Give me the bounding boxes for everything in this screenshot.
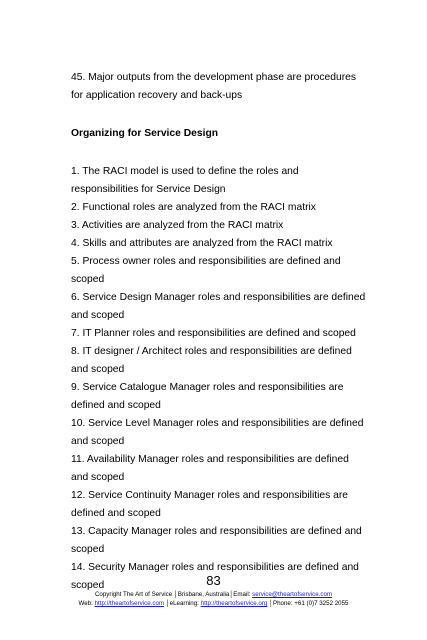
intro-line-2: for application recovery and back-ups — [71, 90, 243, 101]
list-item-line: and scoped — [71, 472, 125, 483]
spacer — [71, 143, 371, 163]
list-item — [71, 487, 371, 523]
list-item — [71, 253, 371, 289]
list-item-line: defined and scoped — [71, 508, 161, 519]
list-item-line: 12. Service Continuity Manager roles and responsibilities are — [71, 490, 349, 501]
list-item-line: 9. Service Catalogue Manager roles and responsibilities are — [71, 382, 344, 393]
list-item-line: and scoped — [71, 310, 125, 321]
list-item-line: 13. Capacity Manager roles and responsibilities are defined and — [71, 526, 362, 537]
web-label: Web: — [78, 600, 93, 607]
section-heading: Organizing for Service Design — [71, 128, 219, 139]
list-item-line: 1. The RACI model is used to define the roles and — [71, 166, 299, 177]
list-item-line: 2. Functional roles are analyzed from the RACI matrix — [71, 202, 316, 213]
email-link[interactable]: service@theartofservice.com — [252, 591, 333, 598]
footer-contact-line — [0, 599, 427, 608]
list-item — [71, 325, 371, 343]
list-item-line: and scoped — [71, 364, 125, 375]
list-item — [71, 217, 371, 235]
list-item-line: responsibilities for Service Design — [71, 184, 226, 195]
list-item-line: 3. Activities are analyzed from the RACI matrix — [71, 220, 284, 231]
list-item — [71, 343, 371, 379]
list-item-line: 6. Service Design Manager roles and responsibilities are defined — [71, 292, 366, 303]
list-item-line: 11. Availability Manager roles and responsibilities are defined — [71, 454, 349, 465]
page-number: 83 — [206, 573, 221, 588]
list-item — [71, 163, 371, 199]
elearning-link[interactable]: http://theartofservice.org — [200, 600, 268, 607]
elearning-label: │eLearning: — [165, 600, 199, 607]
footer-copyright-line — [0, 590, 427, 599]
list-item-line: scoped — [71, 274, 105, 285]
spacer — [71, 105, 371, 125]
list-item-line: 14. Security Manager roles and responsibilities are defined and — [71, 562, 359, 573]
copyright-text: Copyright The Art of Service │Brisbane, Australia│Email: — [94, 591, 251, 598]
page-content — [71, 69, 371, 595]
list-item-line: 7. IT Planner roles and responsibilities are defined and scoped — [71, 328, 356, 339]
phone-text: │Phone: +61 (0)7 3252 2055 — [269, 600, 349, 607]
list-item — [71, 379, 371, 415]
list-item-line: 10. Service Level Manager roles and responsibilities are defined — [71, 418, 364, 429]
list-item-line: and scoped — [71, 436, 125, 447]
web-link[interactable]: http://theartofservice.com — [94, 600, 165, 607]
outcome-list — [71, 163, 371, 595]
page-footer — [0, 574, 427, 608]
list-item — [71, 451, 371, 487]
intro-line-1: 45. Major outputs from the development phase are procedures — [71, 72, 357, 83]
list-item-line: 4. Skills and attributes are analyzed from the RACI matrix — [71, 238, 333, 249]
list-item-line: 8. IT designer / Architect roles and responsibilities are defined — [71, 346, 352, 357]
list-item — [71, 235, 371, 253]
list-item-line: scoped — [71, 544, 105, 555]
list-item — [71, 289, 371, 325]
list-item-line: 5. Process owner roles and responsibilities are defined and — [71, 256, 341, 267]
list-item-line: scoped — [71, 580, 105, 591]
list-item-line: defined and scoped — [71, 400, 161, 411]
list-item — [71, 415, 371, 451]
list-item — [71, 523, 371, 559]
list-item — [71, 199, 371, 217]
